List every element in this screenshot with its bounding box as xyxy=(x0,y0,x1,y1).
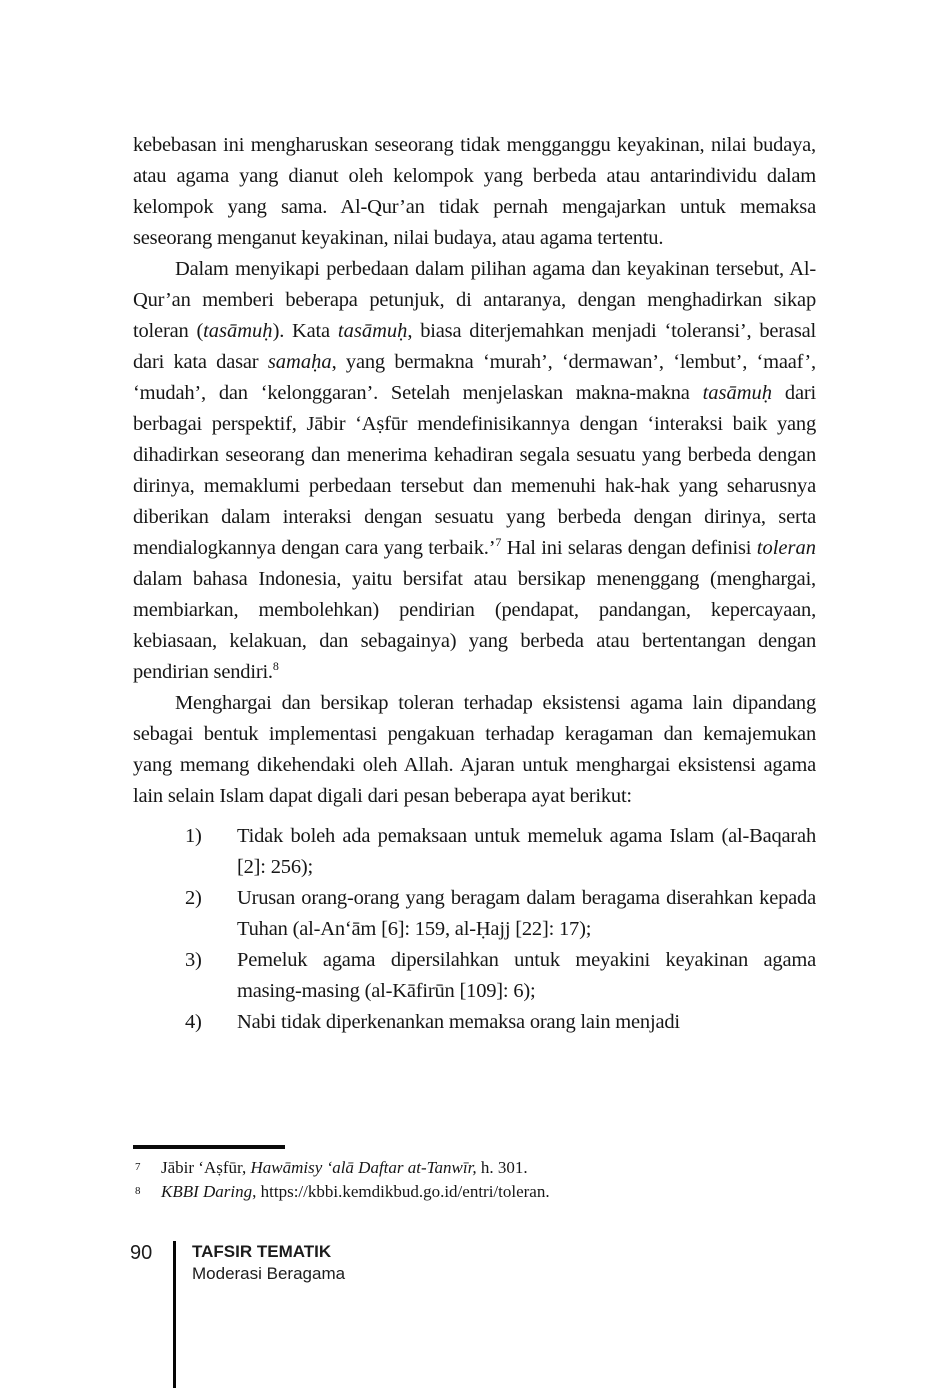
list-item-number: 3) xyxy=(185,949,202,971)
body-text xyxy=(133,130,816,1038)
text-run: , biasa diterjemahkan menjadi ‘toleransi’, berasal dari kata dasar xyxy=(133,320,816,373)
list-item xyxy=(133,945,816,1007)
verse-list xyxy=(133,821,816,1038)
text-run: kebebasan ini mengharuskan seseorang tidak mengganggu keyakinan, nilai budaya, atau agama yang dianut oleh kelompok yang berbeda atau antarindividu dalam kelompok yang sama. Al-Qur’an tidak pernah mengajarkan untuk memaksa seseorang menganut keyakinan, nilai budaya, atau agama tertentu. xyxy=(133,134,816,249)
footnote-number: 7 xyxy=(135,1161,141,1173)
paragraph xyxy=(133,688,816,812)
book-subtitle: Moderasi Beragama xyxy=(192,1264,346,1283)
text-run: ). Kata xyxy=(272,320,338,342)
text-run: , yang bermakna ‘murah’, ‘dermawan’, ‘lembut’, ‘maaf’, ‘mudah’, dan ‘kelonggaran’. Setelah menjelaskan makna-makna xyxy=(133,351,816,404)
text-run: Jābir ‘Aṣfūr, xyxy=(161,1158,251,1177)
text-run: Tidak boleh ada pemaksaan untuk memeluk agama Islam (al-Baqarah [2]: 256); xyxy=(237,825,816,878)
list-item-number: 4) xyxy=(185,1011,202,1033)
text-run: Nabi tidak diperkenankan memaksa orang lain menjadi xyxy=(237,1011,680,1033)
text-run: Menghargai dan bersikap toleran terhadap eksistensi agama lain dipandang sebagai bentuk implementasi pengakuan terhadap keragaman dan kemajemukan yang memang dikehendaki oleh Allah. Ajaran untuk menghargai eksistensi agama lain selain Islam dapat digali dari pesan beberapa ayat berikut: xyxy=(133,692,816,807)
paragraph xyxy=(133,130,816,254)
footnote-marker: 8 xyxy=(272,659,279,674)
text-run: Dalam menyikapi perbedaan dalam pilihan agama dan keyakinan tersebut, Al-Qur’an memberi beberapa petunjuk, di antaranya, dengan menghadirkan sikap toleran ( xyxy=(133,258,816,342)
list-item-number: 2) xyxy=(185,887,202,909)
paragraph xyxy=(133,254,816,688)
italic-run: KBBI Daring xyxy=(161,1182,253,1201)
footnote-number: 8 xyxy=(135,1185,141,1197)
footnote-separator xyxy=(133,1145,285,1149)
italic-run: tasāmuḥ xyxy=(702,382,773,404)
footer-divider-bar xyxy=(173,1241,176,1388)
footer-titles xyxy=(192,1241,592,1285)
list-item xyxy=(133,821,816,883)
book-title: TAFSIR TEMATIK xyxy=(192,1242,332,1261)
text-run: Urusan orang-orang yang beragam dalam beragama diserahkan kepada Tuhan (al-An‘ām [6]: 159, al-Ḥajj [22]: 17); xyxy=(237,887,816,940)
italic-run: tasāmuḥ xyxy=(337,320,408,342)
text-run: dari berbagai perspektif, Jābir ‘Aṣfūr mendefinisikannya dengan ‘interaksi baik yang dihadirkan seseorang dan menerima kehadiran segala sesuatu yang berbeda dengan dirinya, memaklumi perbedaan tersebut dan memenuhi hak-hak yang seharusnya diberikan dalam interaksi dengan sesuatu yang berbeda dengan dirinya, serta mendialogkannya dengan cara yang terbaik.’ xyxy=(133,382,816,559)
text-run: , https://kbbi.kemdikbud.go.id/entri/toleran. xyxy=(252,1182,550,1201)
italic-run: Hawāmisy ‘alā Daftar at-Tanwīr, xyxy=(250,1158,477,1177)
paragraph-block xyxy=(133,130,816,812)
page-number: 90 xyxy=(130,1242,153,1264)
footnote-section xyxy=(133,1145,816,1204)
list-item-number: 1) xyxy=(185,825,202,847)
footnote xyxy=(133,1156,816,1180)
footnote-marker: 7 xyxy=(495,535,502,550)
text-run: dalam bahasa Indonesia, yaitu bersifat atau bersikap menenggang (menghargai, membiarkan, membolehkan) pendirian (pendapat, pandangan, kepercayaan, kebiasaan, kelakuan, dan sebagainya) yang berbeda atau bertentangan dengan pendirian sendiri. xyxy=(133,568,816,683)
italic-run: tasāmuḥ xyxy=(203,320,273,342)
text-run: Hal ini selaras dengan definisi xyxy=(501,537,757,559)
italic-run: samaḥa xyxy=(267,351,332,373)
footnote xyxy=(133,1180,816,1204)
footnote-list xyxy=(133,1156,816,1204)
list-item xyxy=(133,1007,816,1038)
text-run: h. 301. xyxy=(476,1158,528,1177)
list-item xyxy=(133,883,816,945)
italic-run: toleran xyxy=(756,537,816,559)
text-run: Pemeluk agama dipersilahkan untuk meyakini keyakinan agama masing-masing (al-Kāfirūn [109]: 6); xyxy=(237,949,816,1002)
